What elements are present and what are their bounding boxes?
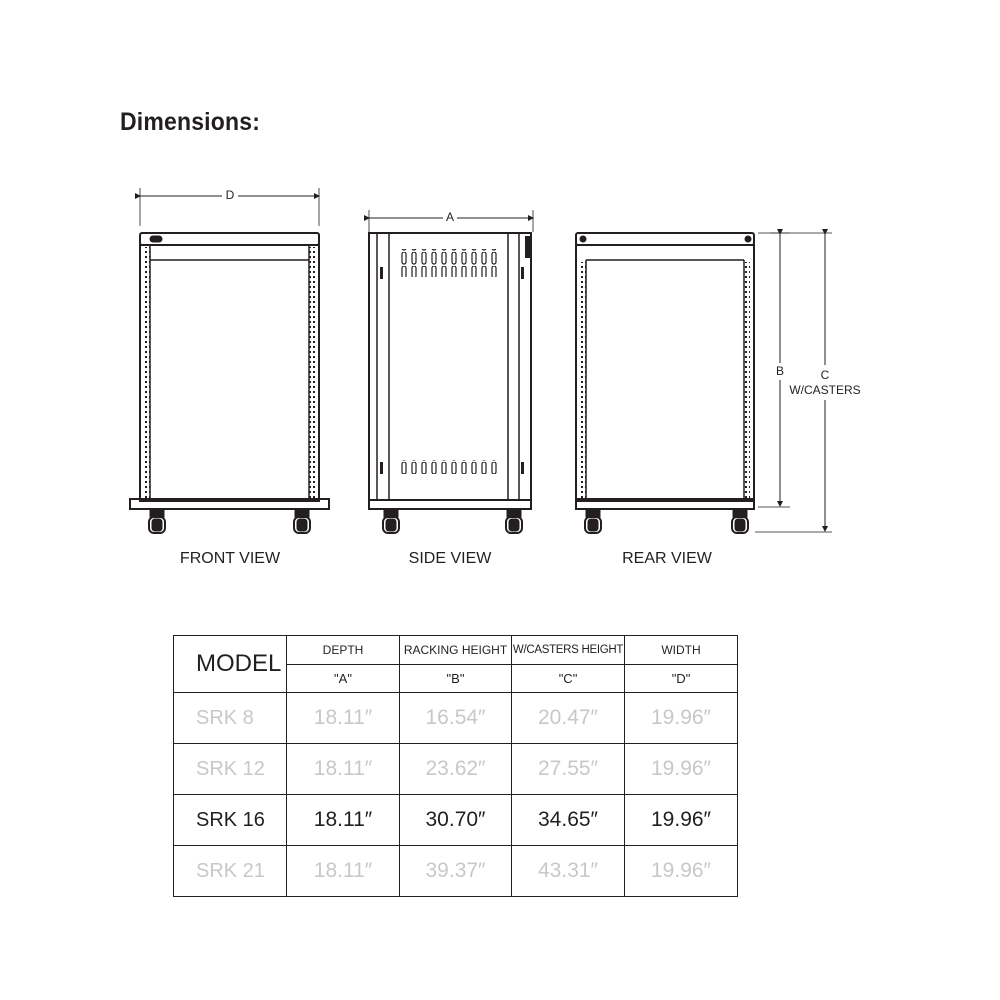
col-header-depth: DEPTH: [287, 636, 400, 665]
width-cell: 19.96″: [625, 744, 738, 795]
model-cell: SRK 21: [174, 846, 287, 897]
dimension-a-label: A: [443, 210, 457, 225]
col-code-d: "D": [625, 664, 738, 693]
casters-height-cell: 43.31″: [512, 846, 625, 897]
col-header-racking-height: RACKING HEIGHT: [400, 636, 512, 665]
col-header-width: WIDTH: [625, 636, 738, 665]
page-title: Dimensions:: [120, 108, 261, 136]
casters-height-cell: 34.65″: [512, 795, 625, 846]
side-view-label: SIDE VIEW: [408, 550, 492, 567]
racking-height-cell: 30.70″: [400, 795, 512, 846]
col-code-c: "C": [512, 664, 625, 693]
model-cell: SRK 8: [174, 693, 287, 744]
front-view-label: FRONT VIEW: [179, 550, 281, 567]
col-code-b: "B": [400, 664, 512, 693]
racking-height-cell: 39.37″: [400, 846, 512, 897]
casters-height-cell: 20.47″: [512, 693, 625, 744]
width-cell: 19.96″: [625, 795, 738, 846]
depth-cell: 18.11″: [287, 795, 400, 846]
table-row-highlighted: [174, 795, 738, 846]
racking-height-cell: 23.62″: [400, 744, 512, 795]
racking-height-cell: 16.54″: [400, 693, 512, 744]
table-header-row: [174, 636, 738, 665]
width-cell: 19.96″: [625, 693, 738, 744]
dimension-c-casters: W/CASTERS: [789, 383, 861, 397]
dimension-d-label: D: [222, 188, 238, 203]
depth-cell: 18.11″: [287, 744, 400, 795]
dimension-c-letter: C: [820, 368, 830, 382]
table-row: [174, 744, 738, 795]
rear-view-label: REAR VIEW: [622, 550, 712, 567]
depth-cell: 18.11″: [287, 693, 400, 744]
front-view-drawing: [130, 188, 329, 533]
col-code-a: "A": [287, 664, 400, 693]
dimensions-table: [173, 635, 738, 897]
dimension-b-label: B: [775, 364, 784, 378]
width-cell: 19.96″: [625, 846, 738, 897]
dimension-c-label: [786, 368, 864, 398]
side-view-drawing: [369, 210, 533, 533]
model-cell: SRK 16: [174, 795, 287, 846]
table-row: [174, 693, 738, 744]
depth-cell: 18.11″: [287, 846, 400, 897]
casters-height-cell: 27.55″: [512, 744, 625, 795]
model-header: MODEL: [174, 636, 287, 693]
model-cell: SRK 12: [174, 744, 287, 795]
table-row: [174, 846, 738, 897]
col-header-casters-height: W/CASTERS HEIGHT: [512, 636, 625, 665]
